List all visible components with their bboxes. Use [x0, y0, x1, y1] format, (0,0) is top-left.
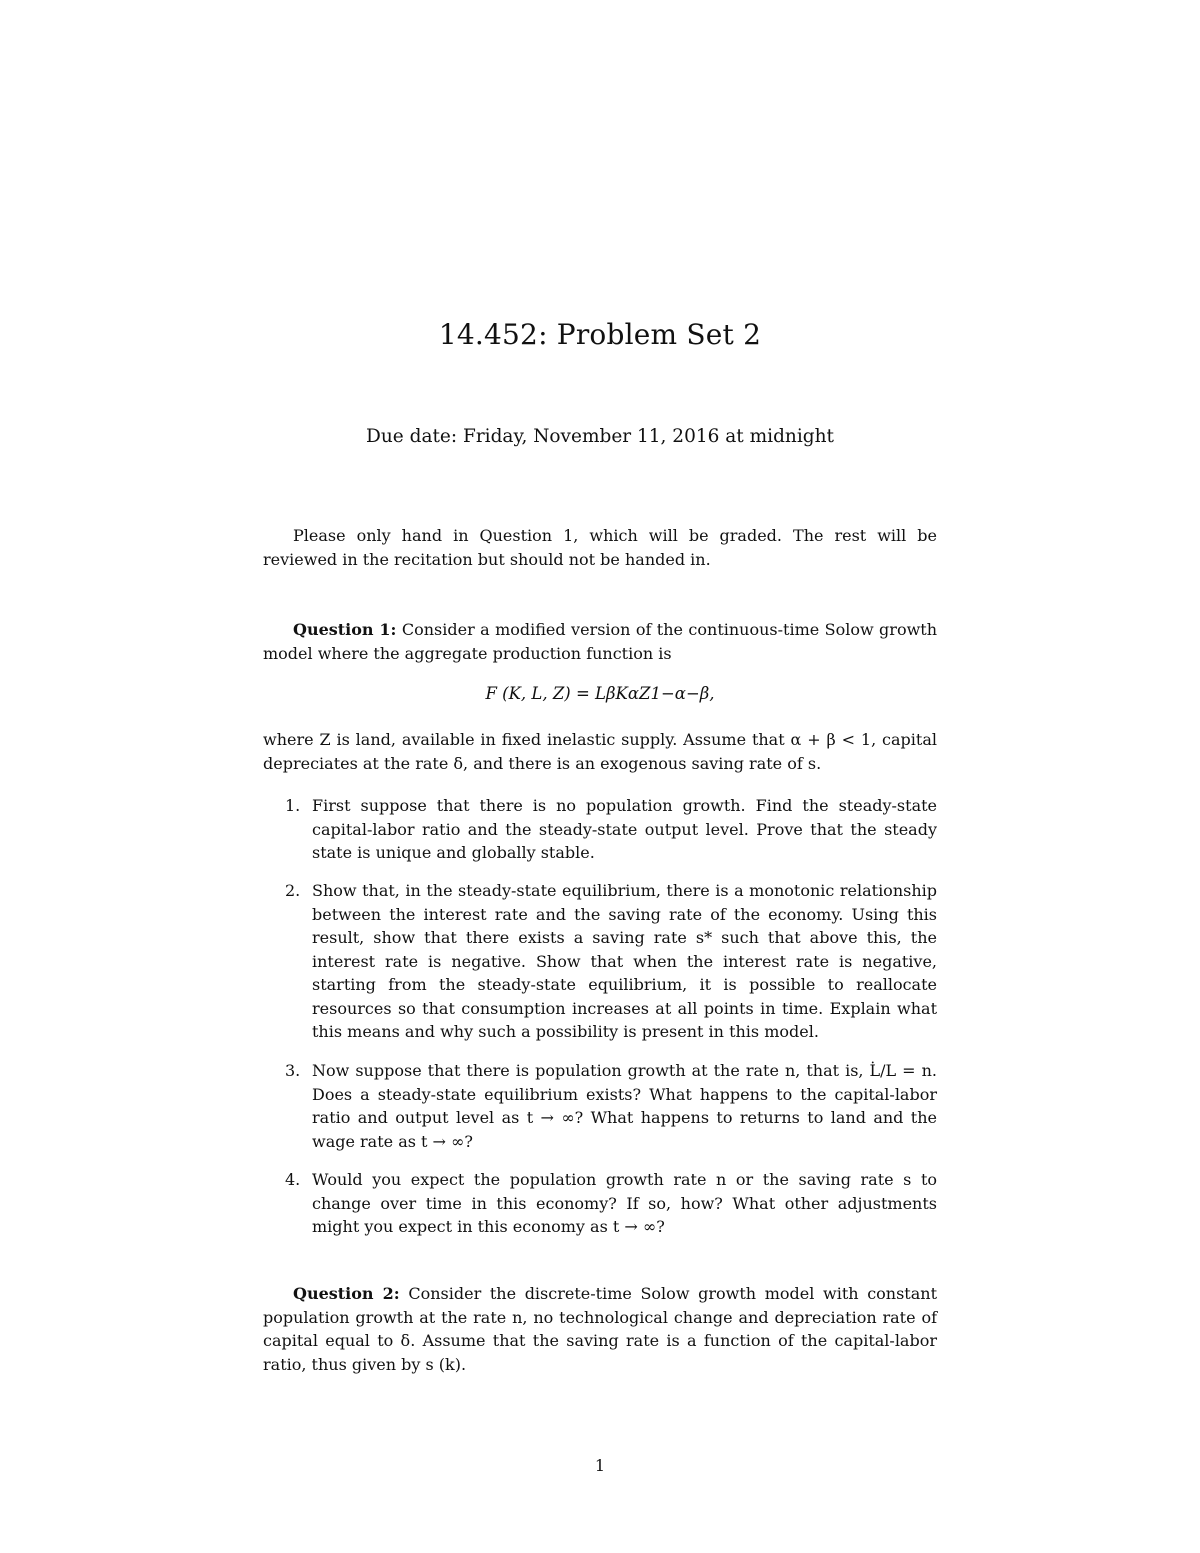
list-item-text: First suppose that there is no population growth. Find the steady-state capital-labor ratio and the steady-state output level. Prove that the steady state is unique and globally stable. [312, 796, 937, 862]
list-item [285, 879, 937, 1044]
question-2-text: Consider the discrete-time Solow growth model with constant population growth at the rate n, no technological change and depreciation rate of capital equal to δ. Assume that the saving rate is a function of the capital-labor ratio, thus given by s (k). [263, 1284, 938, 1374]
list-item [285, 1168, 937, 1239]
list-item-text: Now suppose that there is population growth at the rate n, that is, L̇/L = n. Does a steady-state equilibrium exists? What happens to the capital-labor ratio and output level as t → ∞? What happens to returns to land and the wage rate as t → ∞? [312, 1061, 937, 1151]
document-title: 14.452: Problem Set 2 [438, 318, 762, 351]
question-1-paragraph [263, 618, 937, 665]
production-function-equation: F (K, L, Z) = LβKαZ1−α−β, [485, 684, 715, 703]
list-item-number: 3. [285, 1061, 301, 1080]
question-1-after-equation: where Z is land, available in fixed inelastic supply. Assume that α + β < 1, capital depreciates at the rate δ, and there is an exogenous saving rate of s. [263, 730, 937, 773]
question-2-paragraph [263, 1282, 937, 1376]
list-item-number: 2. [285, 881, 301, 900]
due-date: Due date: Friday, November 11, 2016 at midnight [366, 426, 834, 447]
list-item-text: Would you expect the population growth rate n or the saving rate s to change over time in this economy? If so, how? What other adjustments might you expect in this economy as t → ∞? [312, 1170, 937, 1236]
question-2-label: Question 2: [293, 1284, 400, 1303]
list-item-number: 1. [285, 796, 301, 815]
question-1-label: Question 1: [293, 620, 397, 639]
intro-paragraph: Please only hand in Question 1, which will be graded. The rest will be reviewed in the recitation but should not be handed in. [263, 526, 937, 569]
list-item [285, 1059, 937, 1153]
question-1-text: Consider a modified version of the continuous-time Solow growth model where the aggregate production function is [263, 620, 938, 663]
list-item-number: 4. [285, 1170, 301, 1189]
list-item-text: Show that, in the steady-state equilibrium, there is a monotonic relationship between the interest rate and the saving rate of the economy. Using this result, show that there exists a saving rate s* such that above this, the interest rate is negative. Show that when the interest rate is negative, starting from the steady-state equilibrium, it is possible to reallocate resources so that consumption increases at all points in time. Explain what this means and why such a possibility is present in this model. [312, 881, 937, 1041]
list-item [285, 794, 937, 865]
page-number: 1 [594, 1456, 606, 1475]
